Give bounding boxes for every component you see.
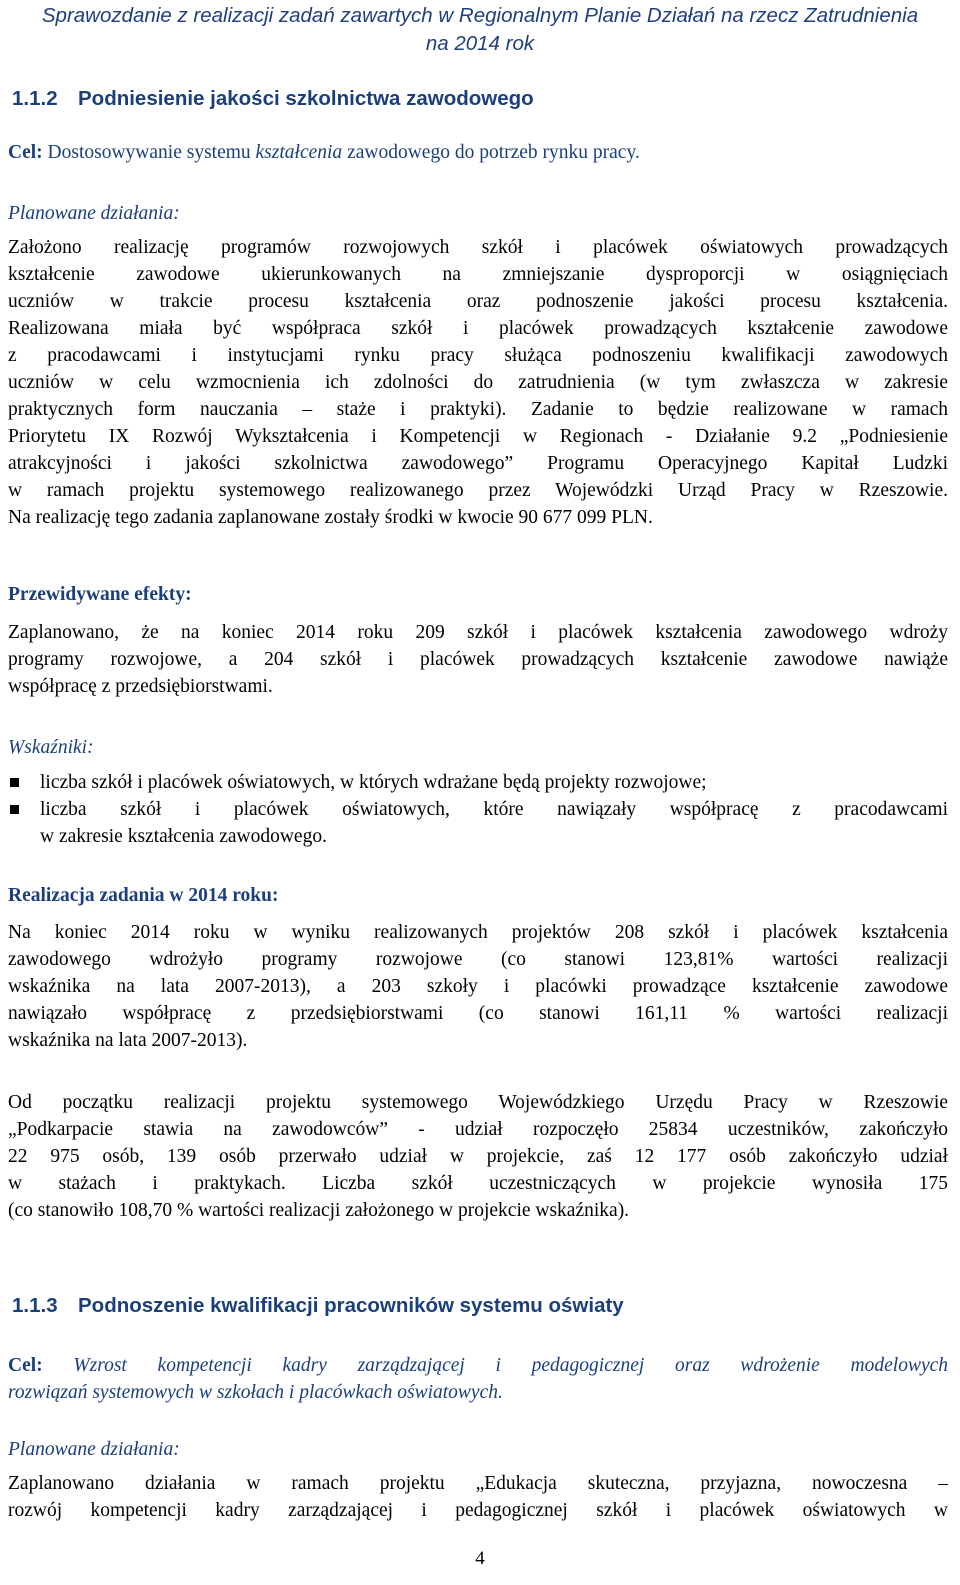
planned-line: Na realizację tego zadania zaplanowane zostały środki w kwocie 90 677 099 PLN.	[8, 507, 653, 528]
section-112-heading	[12, 87, 534, 111]
project-line: (co stanowiło 108,70 % wartości realizacji założonego w projekcie wskaźnika).	[8, 1200, 630, 1221]
planned-line: Priorytetu IX Rozwój Wykształcenia i Kompetencji w Regionach - Działanie 9.2 „Podniesienie	[8, 426, 948, 447]
project-line: 22 975 osób, 139 osób przerwało udział w projekcie, zaś 12 177 osób zakończyło udział	[8, 1146, 948, 1167]
indicators-label: Wskaźniki:	[8, 737, 94, 758]
planned-line: atrakcyjności i jakości szkolnictwa zawodowego” Programu Operacyjnego Kapitał Ludzki	[8, 453, 948, 474]
effects-line: Zaplanowano, że na koniec 2014 roku 209 szkół i placówek kształcenia zawodowego wdroży	[8, 622, 948, 643]
goal-text-post: zawodowego do potrzeb rynku pracy.	[342, 142, 640, 163]
page-number: 4	[475, 1548, 485, 1569]
planned-line: uczniów w trakcie procesu kształcenia oraz podnoszenie jakości procesu kształcenia.	[8, 291, 948, 312]
goal-text-pre: Dostosowywanie systemu	[47, 142, 256, 163]
goal-text-continuation: rozwiązań systemowych w szkołach i placówkach oświatowych.	[8, 1382, 503, 1403]
section-113-heading	[12, 1294, 624, 1318]
goal-text: Wzrost kompetencji kadry zarządzającej i pedagogicznej oraz wdrożenie modelowych	[73, 1355, 949, 1376]
realization-label: Realizacja zadania w 2014 roku:	[8, 885, 279, 906]
bullet-icon	[10, 778, 19, 787]
section-113-goal	[8, 1353, 948, 1379]
effects-line: programy rozwojowe, a 204 szkół i placówek prowadzących kształcenie zawodowe nawiąże	[8, 649, 948, 670]
report-header-line-2: na 2014 rok	[425, 32, 535, 55]
section-113-number: 1.1.3	[12, 1294, 58, 1317]
goal-label: Cel:	[8, 142, 43, 163]
project-line: „Podkarpacie stawia na zawodowców” - udział rozpoczęło 25834 uczestników, zakończyło	[8, 1119, 948, 1140]
planned-line: Realizowana miała być współpraca szkół i placówek prowadzących kształcenie zawodowe	[8, 318, 948, 339]
section-112-goal	[8, 140, 948, 166]
section-112-planned-label: Planowane działania:	[8, 203, 180, 224]
project-line: w stażach i praktykach. Liczba szkół uczestniczących w projekcie wynosiła 175	[8, 1173, 948, 1194]
section-113-title: Podnoszenie kwalifikacji pracowników systemu oświaty	[78, 1294, 624, 1317]
realization-line: nawiązało współpracę z przedsiębiorstwami (co stanowi 161,11 % wartości realizacji	[8, 1003, 948, 1024]
planned-line: w ramach projektu systemowego realizowanego przez Wojewódzki Urząd Pracy w Rzeszowie.	[8, 480, 948, 501]
planned-line: z pracodawcami i instytucjami rynku pracy służąca podnoszeniu kwalifikacji zawodowych	[8, 345, 948, 366]
planned-line: Zaplanowano działania w ramach projektu „Edukacja skuteczna, przyjazna, nowoczesna –	[8, 1473, 948, 1494]
section-112-title: Podniesienie jakości szkolnictwa zawodowego	[78, 87, 534, 110]
planned-line: rozwój kompetencji kadry zarządzającej i pedagogicznej szkół i placówek oświatowych w	[8, 1500, 948, 1521]
planned-line: uczniów w celu wzmocnienia ich zdolności do zatrudnienia (w tym zwłaszcza w zakresie	[8, 372, 948, 393]
goal-label: Cel:	[8, 1355, 43, 1376]
section-112-number: 1.1.2	[12, 87, 58, 110]
goal-text-italic: kształcenia	[255, 142, 343, 163]
project-line: Od początku realizacji projektu systemowego Wojewódzkiego Urzędu Pracy w Rzeszowie	[8, 1092, 948, 1113]
section-113-planned-label: Planowane działania:	[8, 1439, 180, 1460]
realization-line: wskaźnika na lata 2007-2013), a 203 szkoły i placówki prowadzące kształcenie zawodowe	[8, 976, 948, 997]
planned-line: kształcenie zawodowe ukierunkowanych na zmniejszanie dysproporcji w osiągnięciach	[8, 264, 948, 285]
report-header-line-1: Sprawozdanie z realizacji zadań zawartych w Regionalnym Planie Działań na rzecz Zatrudnienia	[41, 4, 919, 27]
effects-line: współpracę z przedsiębiorstwami.	[8, 676, 273, 697]
effects-label: Przewidywane efekty:	[8, 584, 192, 605]
planned-line: praktycznych form nauczania – staże i praktyki). Zadanie to będzie realizowane w ramach	[8, 399, 948, 420]
realization-line: zawodowego wdrożyło programy rozwojowe (co stanowi 123,81% wartości realizacji	[8, 949, 948, 970]
indicator-item-continuation: w zakresie kształcenia zawodowego.	[40, 826, 327, 847]
indicator-item: liczba szkół i placówek oświatowych, w których wdrażane będą projekty rozwojowe;	[40, 772, 707, 793]
planned-line: Założono realizację programów rozwojowych szkół i placówek oświatowych prowadzących	[8, 237, 948, 258]
bullet-icon	[10, 805, 19, 814]
realization-line: wskaźnika na lata 2007-2013).	[8, 1030, 248, 1051]
realization-line: Na koniec 2014 roku w wyniku realizowanych projektów 208 szkół i placówek kształcenia	[8, 922, 948, 943]
indicator-item: liczba szkół i placówek oświatowych, które nawiązały współpracę z pracodawcami	[40, 799, 948, 820]
